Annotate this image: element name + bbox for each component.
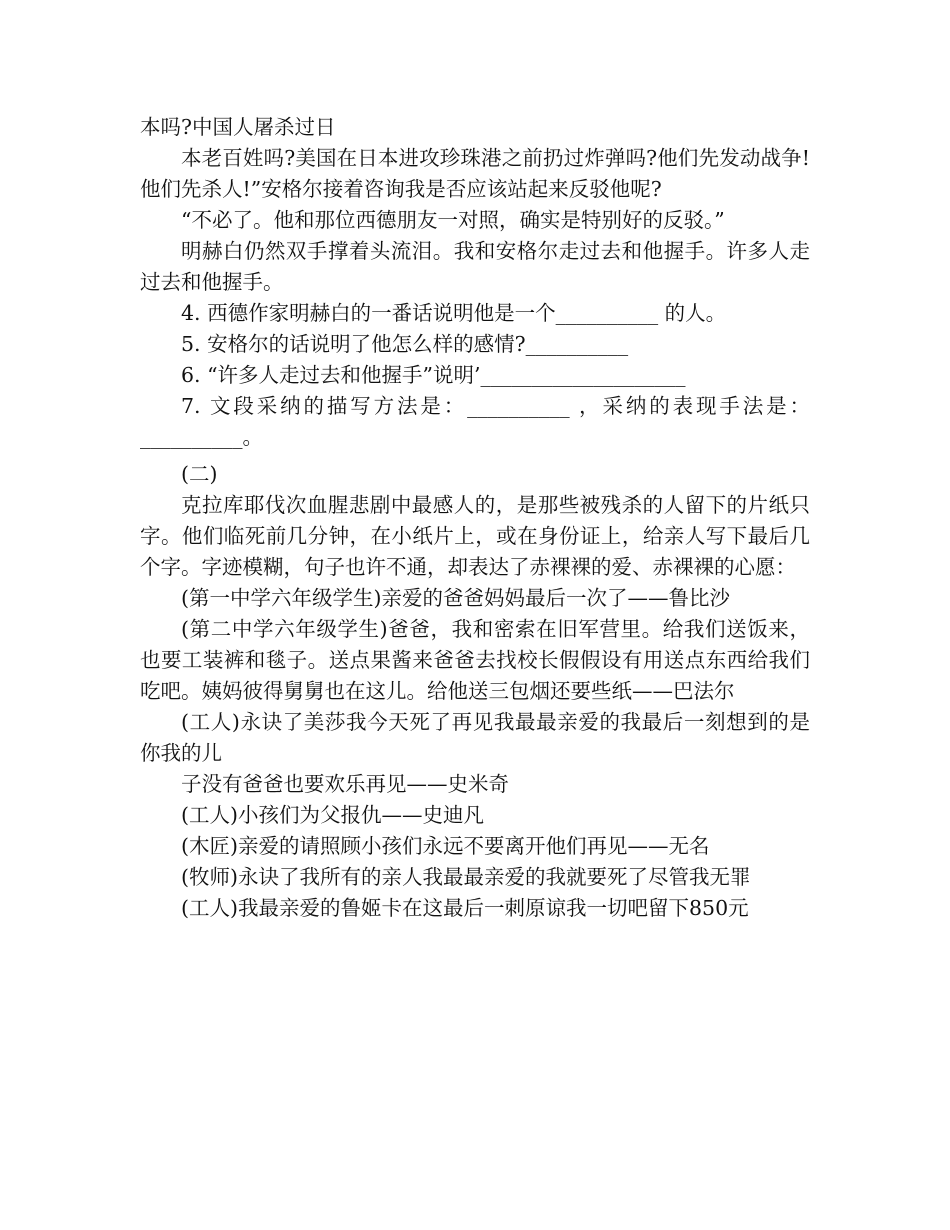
- note-shimiqi-1: (工人)永诀了美莎我今天死了再见我最最亲爱的我最后一刻想到的是你我的儿: [140, 710, 810, 765]
- paragraph-quote: “不必了。他和那位西德朋友一对照，确实是特别好的反驳。”: [181, 208, 725, 232]
- question-4: 4. 西德作家明赫白的一番话说明他是一个__________ 的人。: [181, 301, 727, 325]
- paragraph-intro: 克拉库耶伐次血腥悲剧中最感人的，是那些被残杀的人留下的片纸只字。他们临死前几分钟，在小纸片上，或在身份证上，给亲人写下最后几个字。字迹模糊，句子也许不通，却表达了赤裸裸的爱、赤裸裸的心愿：: [140, 493, 810, 579]
- paragraph-narrative: 本老百姓吗?美国在日本进攻珍珠港之前扔过炸弹吗?他们先发动战争!他们先杀人!”安格尔接着咨询我是否应该站起来反驳他呢?: [140, 146, 810, 201]
- note-carpenter: (木匠)亲爱的请照顾小孩们永远不要离开他们再见——无名: [181, 834, 710, 858]
- note-shidifan: (工人)小孩们为父报仇——史迪凡: [181, 803, 484, 827]
- paragraph-continuation: 本吗?中国人屠杀过日: [140, 115, 336, 139]
- note-lujika: (工人)我最亲爱的鲁姬卡在这最后一刺原谅我一切吧留下850元: [181, 896, 749, 920]
- note-shimiqi-2: 子没有爸爸也要欢乐再见——史米奇: [181, 772, 509, 796]
- note-bafaer: (第二中学六年级学生)爸爸，我和密索在旧军营里。给我们送饭来，也要工装裤和毯子。送点果酱来爸爸去找校长假假设有用送点东西给我们吃吧。姨妈彼得舅舅也在这儿。给他送三包烟还要些纸——巴法尔: [140, 617, 810, 703]
- document-page: [140, 112, 810, 924]
- question-6: 6. “许多人走过去和他握手”说明’____________________: [181, 363, 686, 387]
- note-priest: (牧师)永诀了我所有的亲人我最最亲爱的我就要死了尽管我无罪: [181, 865, 751, 889]
- question-7: 7. 文段采纳的描写方法是：__________ ，采纳的表现手法是：__________。: [140, 394, 810, 449]
- section-heading: (二): [181, 462, 218, 486]
- question-5: 5. 安格尔的话说明了他怎么样的感情?__________: [181, 332, 629, 356]
- note-lubisha: (第一中学六年级学生)亲爱的爸爸妈妈最后一次了——鲁比沙: [181, 586, 730, 610]
- paragraph-handshake: 明赫白仍然双手撑着头流泪。我和安格尔走过去和他握手。许多人走过去和他握手。: [140, 239, 810, 294]
